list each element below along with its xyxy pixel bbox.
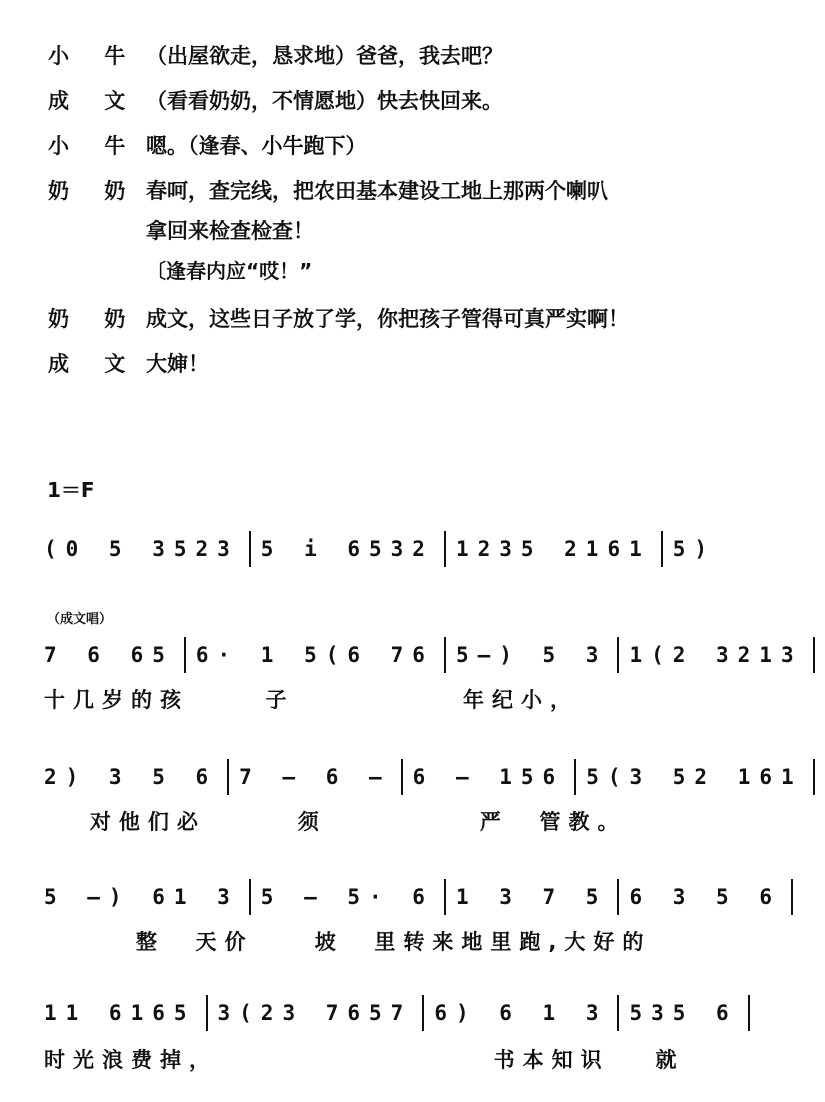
bar-line: [227, 759, 229, 795]
bar-line: [574, 759, 576, 795]
speech-continuation: 拿回来检查检查！: [146, 219, 314, 243]
bar-line: [617, 637, 619, 673]
measure: (0 5 3523: [44, 537, 239, 561]
speech-text: （看看奶奶，不情愿地）快去快回来。: [146, 89, 503, 113]
speech-text: 春呵，查完线，把农田基本建设工地上那两个喇叭: [146, 179, 608, 203]
bar-line: [813, 759, 815, 795]
measure: 1235 2161: [455, 537, 651, 561]
dialogue-line: [48, 130, 748, 175]
lyrics-line: 整 天价 坡 里转来地里跑,大好的: [44, 930, 652, 954]
measure: 5 i 6532: [260, 537, 434, 561]
bar-line: [617, 995, 619, 1031]
measure: 5 —) 61 3: [44, 885, 239, 909]
measure: 5 — 5· 6: [260, 885, 434, 909]
bar-line: [444, 531, 446, 567]
speaker-name: 小 牛: [48, 44, 140, 68]
speech-text: 大婶！: [146, 352, 209, 376]
measure: 5—) 5 3: [455, 643, 608, 667]
measure: 11 6165: [44, 1001, 196, 1025]
speaker-name: 奶 奶: [48, 179, 140, 203]
dialogue-line: [48, 175, 748, 215]
notation-row: [44, 762, 825, 792]
measure: 7 — 6 —: [239, 765, 391, 789]
notation-row: [44, 998, 760, 1028]
lyrics-line: 十几岁的孩 子 年纪小，: [44, 688, 579, 712]
measure: 5): [672, 537, 717, 561]
bar-line: [748, 995, 750, 1031]
dialogue-line: [48, 303, 748, 348]
measure: 6) 6 1 3: [434, 1001, 608, 1025]
speaker-name: 小 牛: [48, 134, 140, 158]
speech-text: 嗯。（逢春、小牛跑下）: [146, 134, 367, 158]
key-signature: 1＝F: [47, 478, 95, 502]
speaker-name: 成 文: [48, 352, 140, 376]
bar-line: [444, 879, 446, 915]
dialogue-block: [48, 40, 748, 393]
dialogue-line: [48, 40, 748, 85]
measure: 7 6 65: [44, 643, 174, 667]
measure: 6 3 5 6: [629, 885, 781, 909]
bar-line: [791, 879, 793, 915]
bar-line: [249, 879, 251, 915]
bar-line: [617, 879, 619, 915]
speech-text: 成文，这些日子放了学，你把孩子管得可真严实啊！: [146, 307, 629, 331]
bar-line: [813, 637, 815, 673]
dialogue-line: [48, 348, 748, 393]
measure: 2) 3 5 6: [44, 765, 218, 789]
speaker-name: 奶 奶: [48, 307, 140, 331]
lyrics-line: 对他们必 须 严 管教。: [44, 810, 627, 834]
bar-line: [422, 995, 424, 1031]
bar-line: [184, 637, 186, 673]
bar-line: [444, 637, 446, 673]
bar-line: [206, 995, 208, 1031]
dialogue-line: [48, 85, 748, 130]
measure: 1 3 7 5: [455, 885, 608, 909]
singer-label: （成文唱）: [47, 612, 113, 627]
measure: 3(23 7657: [217, 1001, 413, 1025]
measure: 535 6: [629, 1001, 738, 1025]
measure: 6· 1 5(6 76: [195, 643, 434, 667]
lyrics-line: 时光浪费掉， 书本知识 就: [44, 1048, 685, 1072]
bar-line: [249, 531, 251, 567]
measure: 6 — 156: [412, 765, 565, 789]
speaker-name: 成 文: [48, 89, 140, 113]
notation-row: [44, 534, 716, 564]
measure: 5(3 52 161: [586, 765, 803, 789]
notation-row: [44, 882, 803, 912]
bar-line: [401, 759, 403, 795]
notation-row: [44, 640, 825, 670]
stage-direction: 〔逢春内应“哎！”: [146, 259, 313, 283]
measure: 1(2 3213: [629, 643, 803, 667]
speech-text: （出屋欲走，恳求地）爸爸，我去吧？: [146, 44, 503, 68]
bar-line: [661, 531, 663, 567]
